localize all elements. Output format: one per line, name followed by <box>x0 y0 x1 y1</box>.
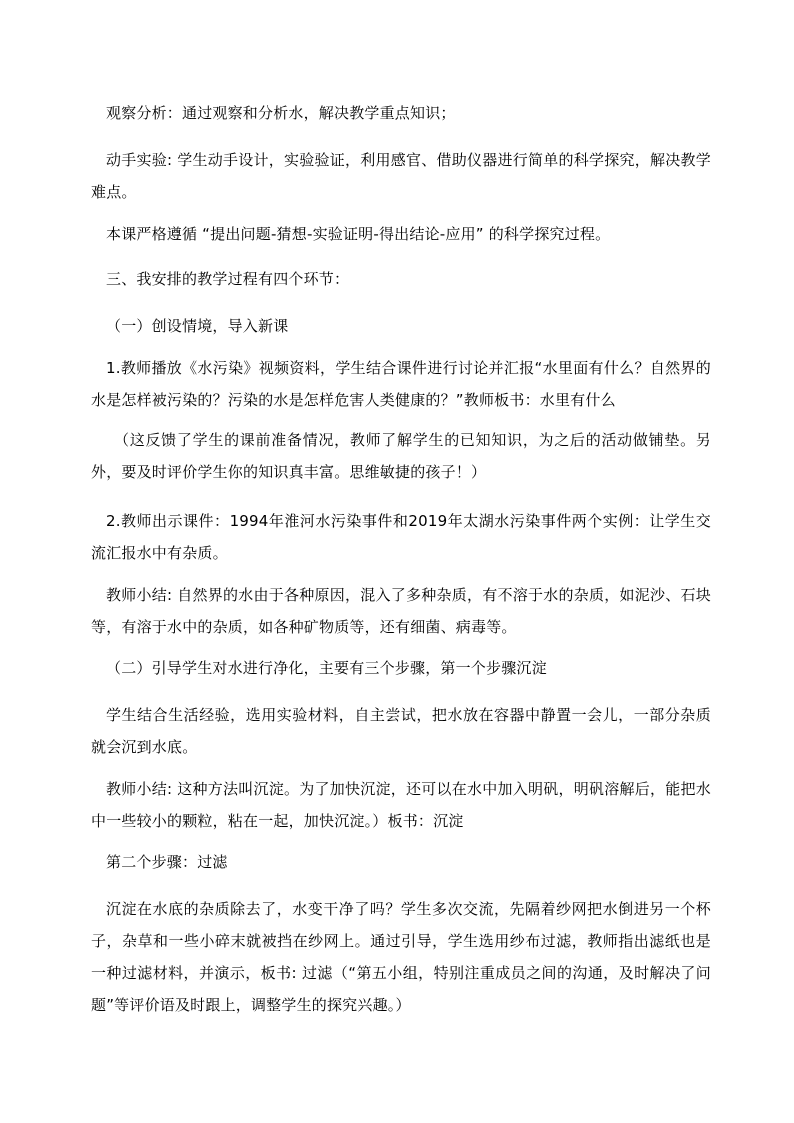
subheading-step-two-filtration: 第二个步骤：过滤 <box>106 853 228 871</box>
section-heading-teaching-process: 三、我安排的教学过程有四个环节： <box>106 270 350 288</box>
paragraph-hands-on-experiment: 动手实验: 学生动手设计，实验验证，利用感官、借助仪器进行简单的科学探究，解决教学难点。 <box>91 151 711 201</box>
paragraph-feedback-note: （这反馈了学生的课前准备情况，教师了解学生的已知知识，为之后的活动做铺垫。另外，要及时评价学生你的知识真丰富。思维敏捷的孩子！） <box>91 431 711 481</box>
subheading-purify-water: （二）引导学生对水进行净化，主要有三个步骤，第一个步骤沉淀 <box>106 659 547 677</box>
paragraph-sedimentation-try: 学生结合生活经验，选用实验材料，自主尝试，把水放在容器中静置一会儿，一部分杂质就会沉到水底。 <box>91 706 711 756</box>
paragraph-teacher-summary-impurities: 教师小结: 自然界的水由于各种原因，混入了多种杂质，有不溶于水的杂质，如泥沙、石块等，有溶于水中的杂质，如各种矿物质等，还有细菌、病毒等。 <box>91 586 711 636</box>
paragraph-pollution-cases: 2.教师出示课件：1994年淮河水污染事件和2019年太湖水污染事件两个实例：让学生交流汇报水中有杂质。 <box>91 512 711 562</box>
paragraph-inquiry-process: 本课严格遵循 “提出问题-猜想-实验证明-得出结论-应用” 的科学探究过程。 <box>106 225 611 243</box>
paragraph-observe-analysis: 观察分析：通过观察和分析水，解决教学重点知识； <box>106 104 456 122</box>
paragraph-video-discussion: 1.教师播放《水污染》视频资料，学生结合课件进行讨论并汇报“水里面有什么？自然界的水是怎样被污染的？污染的水是怎样危害人类健康的？”教师板书：水里有什么 <box>91 359 711 409</box>
paragraph-filtration-process: 沉淀在水底的杂质除去了，水变干净了吗？学生多次交流，先隔着纱网把水倒进另一个杯子，杂草和一些小碎末就被挡在纱网上。通过引导，学生选用纱布过滤，教师指出滤纸也是一种过滤材料，并演示，板书: 过滤（“第五小组，特别注重成员之间的沟通，及时解决了问题”等评价语及时跟上，调整学生的探究兴趣。） <box>91 900 711 1014</box>
subheading-create-situation: （一）创设情境，导入新课 <box>106 317 289 335</box>
paragraph-teacher-summary-sedimentation: 教师小结: 这种方法叫沉淀。为了加快沉淀，还可以在水中加入明矾，明矾溶解后，能把水中一些较小的颗粒，粘在一起，加快沉淀。）板书：沉淀 <box>91 780 711 830</box>
